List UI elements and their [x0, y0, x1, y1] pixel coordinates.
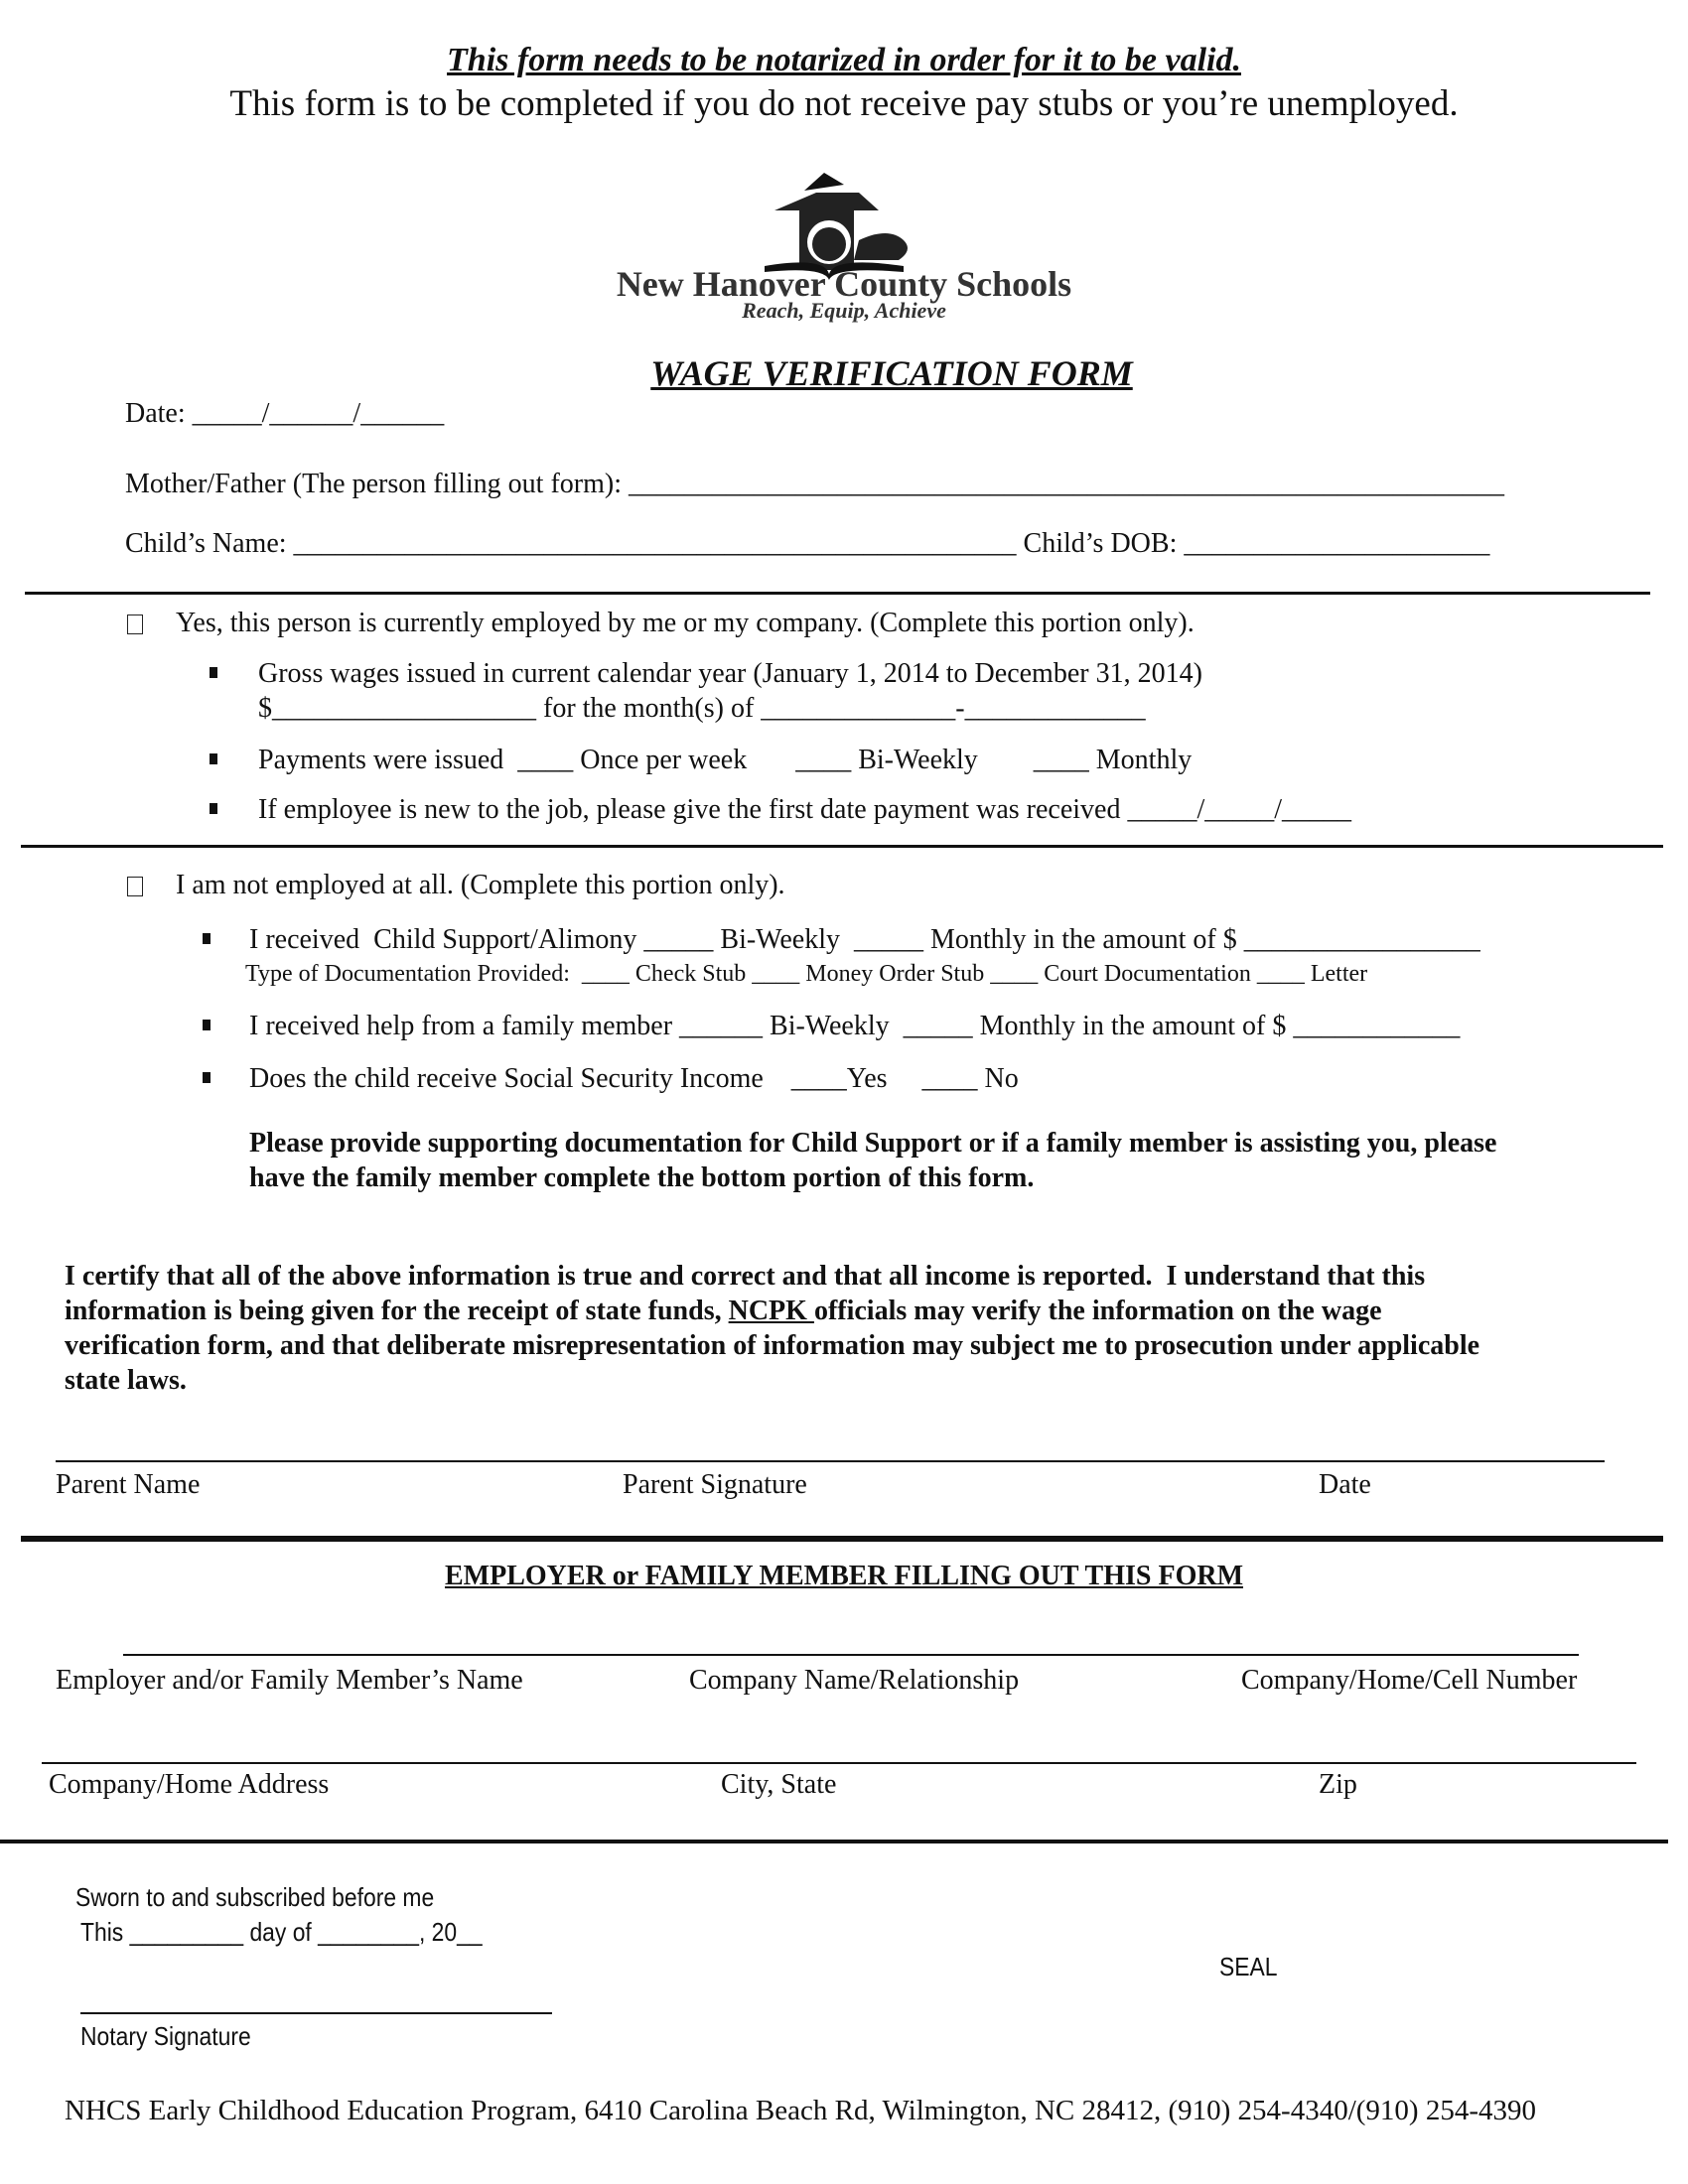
certification-text: information is being given for the receipt of state funds,	[65, 1296, 729, 1326]
phone-label: Company/Home/Cell Number	[1241, 1665, 1578, 1696]
employed-checkbox[interactable]	[127, 614, 143, 634]
bullet-icon	[203, 1072, 211, 1083]
section-divider	[0, 1840, 1668, 1843]
employer-section-title: EMPLOYER or FAMILY MEMBER FILLING OUT THIS FORM	[444, 1561, 1244, 1591]
parent-signature-label: Parent Signature	[623, 1469, 807, 1500]
seal-label: SEAL	[1219, 1952, 1278, 1981]
notarize-notice: This form needs to be notarized in order for it to be valid.	[447, 42, 1241, 78]
certification-line	[65, 1297, 1382, 1325]
unemployed-label: I am not employed at all. (Complete this portion only).	[176, 870, 785, 900]
parent-name-field[interactable]: Mother/Father (The person filling out form): _______________________________________________________________	[125, 469, 1504, 499]
child-name-dob-field[interactable]: Child’s Name: ____________________________________________________ Child’s DOB: ______________________	[125, 528, 1490, 559]
parent-signature-line[interactable]	[56, 1460, 1605, 1462]
first-payment-date-item[interactable]: If employee is new to the job, please give the first date payment was received _____/_____/_____	[258, 794, 1352, 825]
ncpk-text: NCPK	[728, 1296, 814, 1326]
payment-frequency-item[interactable]: Payments were issued ____ Once per week ____ Bi-Weekly ____ Monthly	[258, 745, 1193, 775]
address-line[interactable]	[42, 1762, 1636, 1764]
section-divider	[21, 845, 1663, 848]
employer-info-line[interactable]	[123, 1654, 1579, 1656]
sworn-text: Sworn to and subscribed before me	[75, 1882, 435, 1912]
certification-text: officials may verify the information on the wage	[813, 1296, 1382, 1326]
logo-name: New Hanover County Schools	[616, 264, 1072, 304]
certification-line: I certify that all of the above information is true and correct and that all income is reported. I understand that this	[65, 1261, 1426, 1292]
notary-day-field[interactable]: This _________ day of ________, 20__	[80, 1917, 483, 1947]
bullet-icon	[203, 933, 211, 944]
bullet-icon	[210, 753, 217, 764]
city-state-label: City, State	[721, 1769, 837, 1800]
footer-address: NHCS Early Childhood Education Program, 6410 Carolina Beach Rd, Wilmington, NC 28412, (910) 254-4340/(910) 254-4390	[65, 2095, 1536, 2126]
child-support-item[interactable]: I received Child Support/Alimony _____ Bi-Weekly _____ Monthly in the amount of $ _________________	[249, 924, 1480, 955]
employed-label: Yes, this person is currently employed by me or my company. (Complete this portion only).	[176, 608, 1195, 638]
documentation-note-line: have the family member complete the bottom portion of this form.	[249, 1162, 1035, 1193]
notary-signature-line[interactable]	[80, 2012, 552, 2014]
unemployed-checkbox[interactable]	[127, 877, 143, 896]
bullet-icon	[203, 1020, 211, 1030]
bullet-icon	[210, 803, 217, 814]
documentation-type-item[interactable]: Type of Documentation Provided: ____ Check Stub ____ Money Order Stub ____ Court Documentation ____ Letter	[245, 961, 1368, 987]
family-help-item[interactable]: I received help from a family member ______ Bi-Weekly _____ Monthly in the amount of $ ____________	[249, 1011, 1461, 1041]
wages-amount-field[interactable]: $___________________ for the month(s) of ______________-_____________	[258, 693, 1146, 724]
employer-name-label: Employer and/or Family Member’s Name	[56, 1665, 523, 1696]
form-title: WAGE VERIFICATION FORM	[650, 353, 1133, 393]
signature-date-label: Date	[1319, 1469, 1371, 1500]
zip-label: Zip	[1319, 1769, 1357, 1800]
gross-wages-item: Gross wages issued in current calendar year (January 1, 2014 to December 31, 2014)	[258, 658, 1202, 689]
ssi-item[interactable]: Does the child receive Social Security Income ____Yes ____ No	[249, 1063, 1019, 1094]
section-divider	[21, 1536, 1663, 1542]
certification-line: verification form, and that deliberate misrepresentation of information may subject me to prosecution under applicable	[65, 1330, 1480, 1361]
date-field[interactable]: Date: _____/______/______	[125, 398, 445, 429]
logo-tagline: Reach, Equip, Achieve	[742, 298, 946, 323]
school-logo	[467, 171, 1221, 330]
bullet-icon	[210, 667, 217, 678]
documentation-note-line: Please provide supporting documentation for Child Support or if a family member is assisting you, please	[249, 1128, 1497, 1159]
certification-line: state laws.	[65, 1365, 187, 1396]
address-label: Company/Home Address	[49, 1769, 330, 1800]
parent-name-label: Parent Name	[56, 1469, 201, 1500]
form-purpose: This form is to be completed if you do not receive pay stubs or you’re unemployed.	[229, 83, 1459, 124]
company-name-label: Company Name/Relationship	[689, 1665, 1020, 1696]
notary-signature-label: Notary Signature	[80, 2021, 251, 2051]
section-divider	[25, 592, 1650, 595]
